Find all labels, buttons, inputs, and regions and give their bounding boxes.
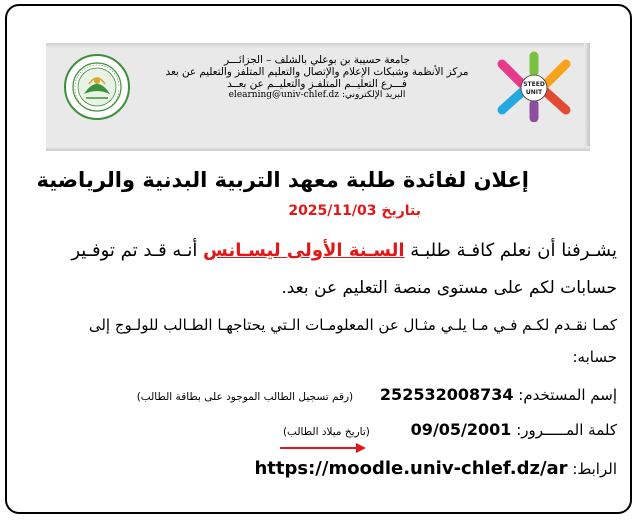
- header-line-branch: فـــرع التعليــم المتلفـز والتعليــم عن بعــد: [227, 77, 407, 90]
- moodle-link[interactable]: https://moodle.univ-chlef.dz/ar: [254, 458, 568, 479]
- username-note: (رقم تسجيل الطالب الموجود على بطاقة الطالب): [136, 391, 354, 403]
- username-label: إسم المستخدم:: [518, 386, 617, 404]
- username-value: 252532008734: [379, 385, 514, 404]
- email-address[interactable]: elearning@univ-chlef.dz: [228, 90, 340, 101]
- steed-brand-logo: [492, 50, 576, 122]
- arrow-right-icon: [278, 441, 368, 455]
- link-label: الرابط:: [572, 460, 617, 478]
- paragraph1-before: يشـرفنا أن نعلم كافـة طلبـة: [404, 240, 617, 261]
- svg-text:STEED: STEED: [523, 81, 545, 88]
- paragraph2-line1: كمـا نقـدم لكـم فـي مـا يلـي مثـال عن المعلومـات الـتي يحتاجهـا الطـالب للولـوج إلى: [88, 316, 617, 334]
- university-seal-logo: [64, 54, 130, 120]
- paragraph1-after: أنـه قـد تم توفـير: [71, 240, 204, 261]
- announcement-date: بتاريخ 2025/11/03: [288, 203, 421, 219]
- username-row: [137, 385, 617, 404]
- header-line-center: مركز الأنظمة وشبكات الإعلام والإتصال والتعليم المتلفز والتعليم عن بعد: [165, 65, 469, 78]
- institution-header: [150, 55, 484, 102]
- password-value: 09/05/2001: [410, 420, 512, 439]
- link-row: [254, 458, 617, 479]
- paragraph1-line1: [71, 240, 617, 261]
- email-label: البريد الإلكتروني:: [341, 90, 406, 101]
- target-year-highlight: السـنة الأولى ليسـانس: [203, 240, 405, 261]
- header-line-university: جامعة حسيبة بن بوعلي بالشلف – الجزائـــر: [224, 54, 410, 66]
- password-note: (تاريخ ميلاد الطالب): [282, 426, 370, 438]
- announcement-title: إعلان لفائدة طلبة معهد التربية البدنية والرياضية: [36, 168, 529, 192]
- password-row: [283, 420, 617, 439]
- password-label: كلمة المـــــرور:: [516, 421, 617, 439]
- paragraph1-line2: حسابات لكم على مستوى منصة التعليم عن بعد.: [281, 278, 617, 298]
- svg-text:UNIT: UNIT: [525, 89, 543, 96]
- header-email-line: [150, 90, 484, 102]
- paragraph2-line2: حسابه:: [572, 348, 617, 366]
